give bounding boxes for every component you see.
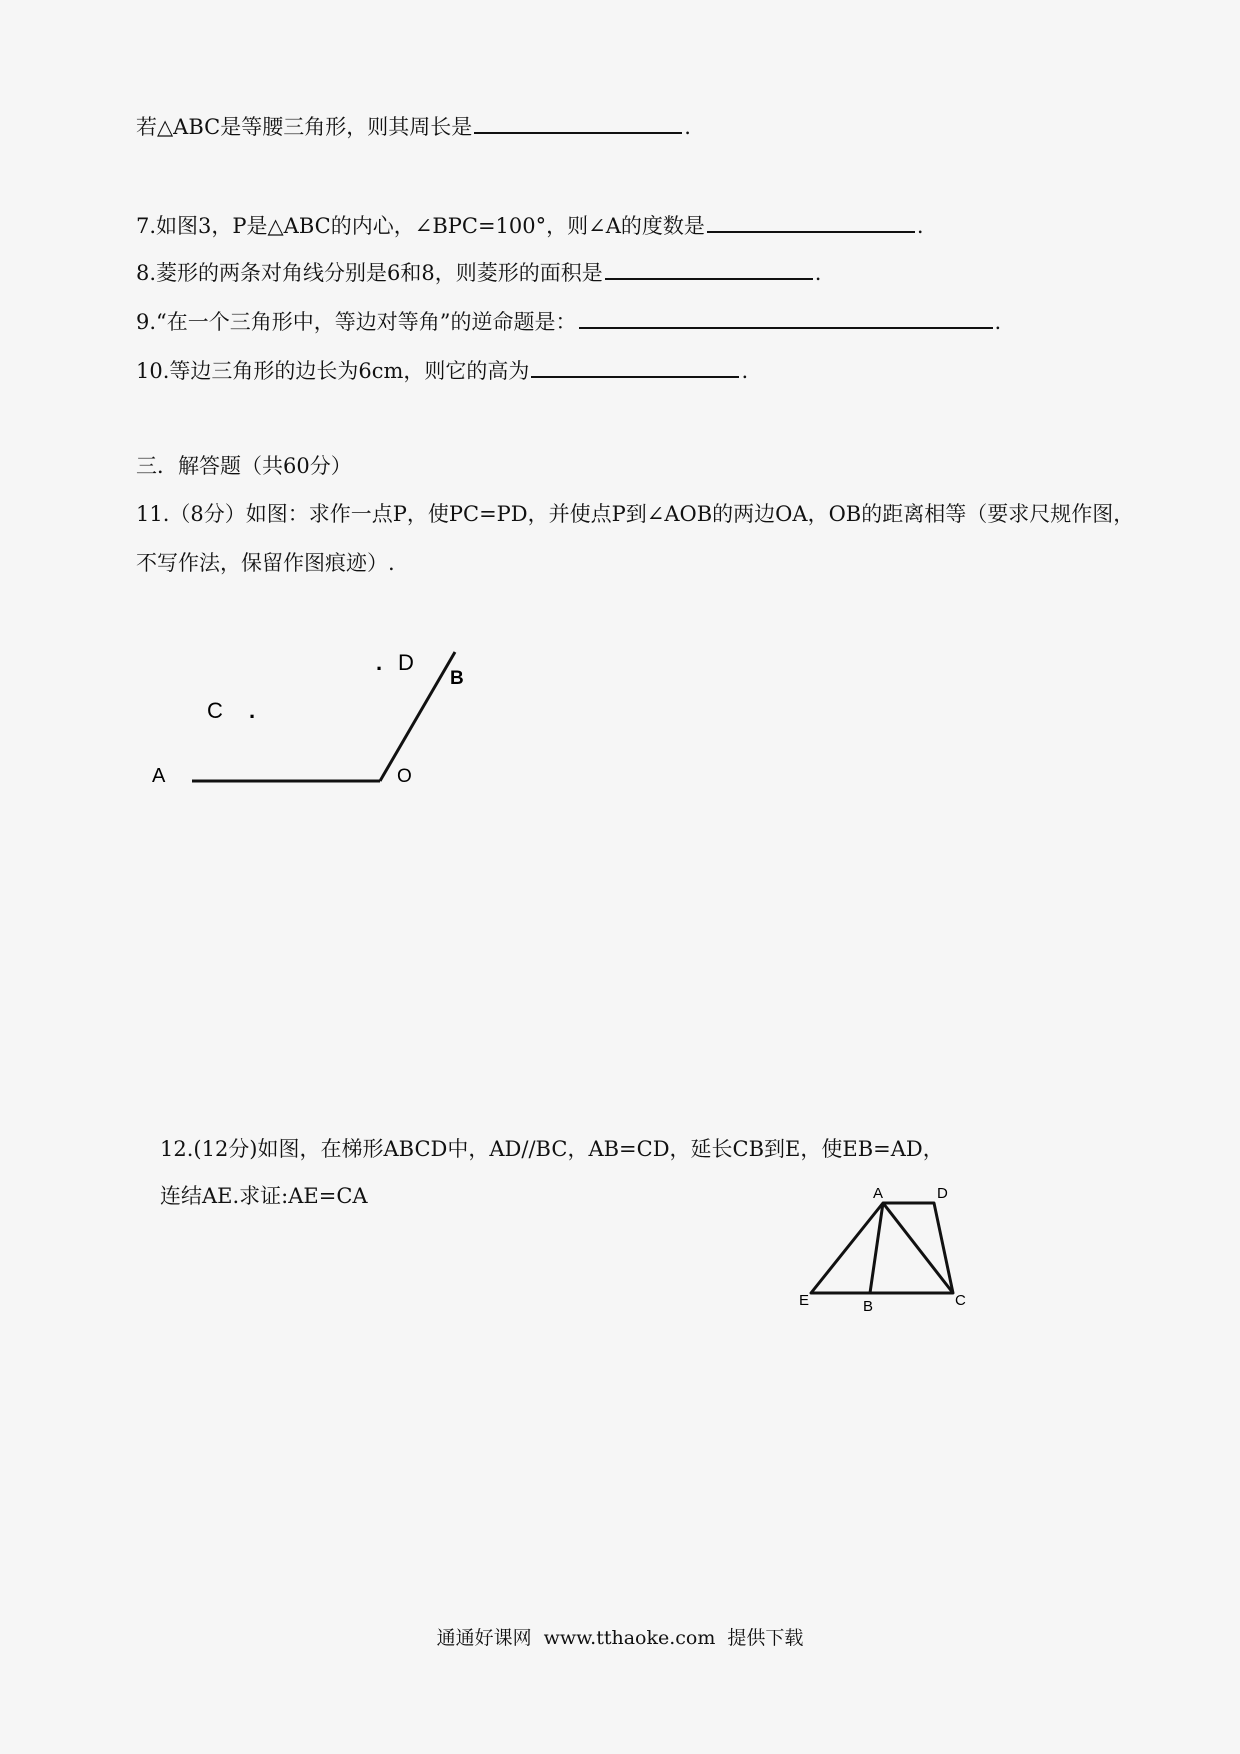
answer-blank-8[interactable] [605,256,813,280]
footer-url[interactable]: www.tthaoke.com [543,1627,716,1649]
figure-trapezoid-abcd [790,1180,980,1315]
label-d: D [398,650,414,675]
answer-blank-10[interactable] [531,354,739,378]
label-d: D [937,1185,948,1202]
point-c-dot: . [249,698,256,723]
footer-suffix: 提供下载 [727,1627,804,1649]
label-a: A [152,765,166,787]
answer-blank-9[interactable] [579,305,993,329]
question-11-line-2: 不写作法，保留作图痕迹）. [136,551,395,575]
question-8-text: 8.菱形的两条对角线分别是6和8，则菱形的面积是 [136,261,603,285]
label-c: C [207,698,223,723]
question-8-end: . [814,261,822,285]
question-9-text: 9.“在一个三角形中，等边对等角”的逆命题是： [136,310,577,334]
footer-site-name: 通通好课网 [436,1627,532,1649]
point-d-dot: . [376,650,383,675]
question-7-text: 7.如图3，P是△ABC的内心，∠BPC=100°，则∠A的度数是 [136,214,705,238]
question-6-continuation [136,110,691,142]
question-9 [136,305,1001,337]
answer-blank-6[interactable] [474,110,682,134]
question-6-text: 若△ABC是等腰三角形，则其周长是 [136,115,473,139]
label-c: C [955,1292,966,1309]
section-3-title: 三．解答题（共60分） [136,454,352,478]
question-8 [136,256,821,288]
answer-blank-7[interactable] [707,209,915,233]
footer [0,1624,1240,1652]
ray-ob [380,652,455,781]
question-10-text: 10.等边三角形的边长为6cm，则它的高为 [136,359,530,383]
question-7 [136,209,924,241]
question-10-end: . [741,359,749,383]
question-9-end: . [994,310,1002,334]
label-b: B [863,1298,874,1315]
question-12-line-1: 12.(12分)如图，在梯形ABCD中，AD//BC，AB=CD，延长CB到E，使EB=AD， [160,1137,944,1161]
label-o: O [397,766,412,787]
question-11-line-1: 11.（8分）如图：求作一点P，使PC=PD，并使点P到∠AOB的两边OA，OB的距离相等（要求尺规作图， [136,502,1135,526]
label-e: E [799,1292,810,1309]
figure-angle-aob [140,640,480,800]
label-a: A [873,1185,884,1202]
question-6-end: . [684,115,691,139]
question-12-line-2: 连结AE.求证:AE=CA [160,1184,368,1208]
question-7-end: . [916,214,924,238]
question-10 [136,354,748,386]
label-b: B [450,668,464,689]
